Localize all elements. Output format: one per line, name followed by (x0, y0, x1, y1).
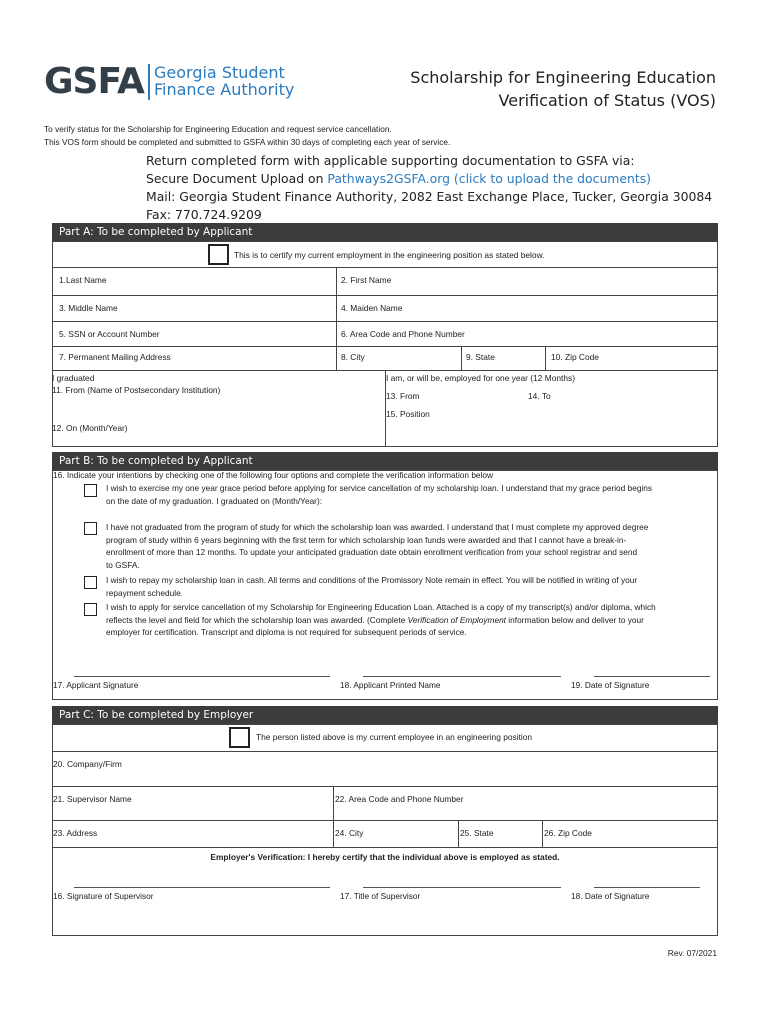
city-field[interactable]: 8. City (341, 352, 365, 362)
zip-field[interactable]: 10. Zip Code (551, 352, 599, 362)
option-line: to GSFA. (106, 560, 140, 571)
row-divider (52, 847, 718, 848)
form-title-line1: Scholarship for Engineering Education (410, 68, 716, 87)
option-grace-period-checkbox[interactable] (84, 484, 97, 497)
option-line: I wish to repay my scholarship loan in cash. All terms and conditions of the Promissory Note remain in effect. You will be notified in writing of your (106, 575, 638, 585)
col-divider (333, 786, 334, 847)
option-line: enrollment of more than 12 months. To update your anticipated graduation date obtain enrollment verification from your school registrar and send (106, 547, 638, 558)
option-line (106, 614, 720, 627)
row-divider (52, 295, 718, 296)
fax-line: Fax: 770.724.9209 (146, 207, 262, 222)
graduation-date-field[interactable]: 12. On (Month/Year) (52, 423, 128, 433)
part-b-header: Part B: To be completed by Applicant (52, 452, 718, 470)
option-line: employer for certification. Transcript and diploma is not required for subsequent periods of service. (106, 627, 467, 638)
gsfa-logo-name (154, 64, 294, 98)
gsfa-logo-mark: GSFA (44, 61, 144, 102)
col-divider (458, 820, 459, 847)
last-name-field[interactable]: 1.Last Name (59, 275, 107, 285)
state-field[interactable]: 9. State (466, 352, 495, 362)
middle-name-field[interactable]: 3. Middle Name (59, 303, 118, 313)
intro-text (44, 123, 450, 149)
upload-link[interactable]: Pathways2GSFA.org (click to upload the documents) (327, 171, 651, 186)
employer-city-field[interactable]: 24. City (335, 828, 364, 838)
company-field[interactable]: 20. Company/Firm (53, 759, 122, 769)
option-repay-cash-text (106, 574, 716, 599)
revision-date: Rev. 07/2021 (667, 948, 717, 958)
option-service-cancellation-text (106, 601, 720, 639)
col-divider (461, 346, 462, 370)
applicant-date-label: 19. Date of Signature (571, 680, 650, 690)
applicant-printed-name-label: 18. Applicant Printed Name (340, 680, 441, 690)
option-line: program of study within 6 years beginning with the first term for which scholarship loan funds were awarded and that I cannot have a break-in- (106, 534, 627, 545)
supervisor-name-field[interactable]: 21. Supervisor Name (53, 794, 132, 804)
part-a-header: Part A: To be completed by Applicant (52, 223, 718, 241)
upload-line (146, 170, 712, 188)
row-divider (52, 267, 718, 268)
employer-phone-field[interactable]: 22. Area Code and Phone Number (335, 794, 464, 804)
logo-divider (148, 64, 150, 100)
supervisor-title-line[interactable] (363, 886, 561, 888)
row-divider (52, 346, 718, 347)
applicant-signature-line[interactable] (74, 675, 330, 677)
part-c-header: Part C: To be completed by Employer (52, 706, 718, 724)
option-grace-period-text (106, 482, 716, 507)
option-not-graduated-checkbox[interactable] (84, 522, 97, 535)
ssn-field[interactable]: 5. SSN or Account Number (59, 329, 160, 339)
supervisor-signature-label: 16. Signature of Supervisor (53, 891, 154, 901)
mail-line: Mail: Georgia Student Finance Authority, 2082 East Exchange Place, Tucker, Georgia 30084 (146, 189, 713, 204)
employment-from-field[interactable]: 13. From (386, 391, 420, 401)
row-divider (52, 786, 718, 787)
first-name-field[interactable]: 2. First Name (341, 275, 392, 285)
employer-state-field[interactable]: 25. State (460, 828, 494, 838)
option-text: information below and deliver to your (506, 614, 644, 625)
intro-line2: This VOS form should be completed and submitted to GSFA within 30 days of completing each year of service. (44, 137, 451, 147)
option-line: I wish to exercise my one year grace period before applying for service cancellation of my scholarship loan. I understand that my grace period begins (106, 483, 653, 493)
maiden-name-field[interactable]: 4. Maiden Name (341, 303, 403, 313)
supervisor-signature-line[interactable] (74, 886, 330, 888)
institution-field[interactable]: 11. From (Name of Postsecondary Institution) (52, 385, 221, 395)
employment-to-field[interactable]: 14. To (528, 391, 551, 401)
supervisor-date-label: 18. Date of Signature (571, 891, 650, 901)
address-field[interactable]: 7. Permanent Mailing Address (59, 352, 171, 362)
certify-text: This is to certify my current employment in the engineering position as stated below. (234, 250, 545, 260)
applicant-signature-label: 17. Applicant Signature (53, 680, 139, 690)
intro-line1: To verify status for the Scholarship for Engineering Education and request service cancellation. (44, 124, 392, 134)
employer-verification-statement: Employer's Verification: I hereby certify that the individual above is employed as stated. (210, 852, 560, 862)
option-not-graduated-text (106, 521, 718, 572)
option-line: I have not graduated from the program of study for which the scholarship loan was awarded. I understand that I must complete my approved degree (106, 522, 649, 532)
col-divider (336, 267, 337, 370)
applicant-date-line[interactable] (594, 675, 710, 677)
supervisor-title-label: 17. Title of Supervisor (340, 891, 421, 901)
applicant-printed-name-line[interactable] (363, 675, 561, 677)
option-line: repayment schedule. (106, 587, 184, 598)
upload-prefix: Secure Document Upload on (146, 171, 328, 186)
form-title-line2: Verification of Status (VOS) (498, 91, 716, 110)
col-divider (542, 820, 543, 847)
employed-label: I am, or will be, employed for one year (12 Months) (386, 373, 575, 383)
part-c-box (52, 724, 718, 936)
row-divider (52, 820, 718, 821)
position-field[interactable]: 15. Position (386, 409, 430, 419)
logo-name-line1: Georgia Student (154, 63, 285, 82)
phone-field[interactable]: 6. Area Code and Phone Number (341, 329, 465, 339)
row-divider (52, 321, 718, 322)
logo-name-line2: Finance Authority (154, 80, 295, 99)
employer-zip-field[interactable]: 26. Zip Code (544, 828, 592, 838)
item-16-instructions: 16. Indicate your intentions by checking one of the following four options and complete the verification information below (53, 470, 493, 480)
current-employee-checkbox[interactable] (229, 727, 250, 748)
option-text: reflects the level and field for which the scholarship loan was awarded. (Complete (106, 614, 408, 625)
current-employee-text: The person listed above is my current employee in an engineering position (256, 732, 533, 742)
row-divider (52, 751, 718, 752)
return-line1: Return completed form with applicable supporting documentation to GSFA via: (146, 153, 635, 168)
col-divider (545, 346, 546, 370)
option-service-cancellation-checkbox[interactable] (84, 603, 97, 616)
supervisor-date-line[interactable] (594, 886, 700, 888)
certify-employment-checkbox[interactable] (208, 244, 229, 265)
option-text-emphasis: Verification of Employment (407, 614, 506, 625)
option-line: I wish to apply for service cancellation of my Scholarship for Engineering Education Loan. Attached is a copy of my transcript(s) and/or diploma, which (106, 602, 656, 612)
option-line: on the date of my graduation. I graduated on (Month/Year): (106, 495, 323, 506)
employer-address-field[interactable]: 23. Address (53, 828, 98, 838)
graduated-label: I graduated (52, 373, 95, 383)
form-title (410, 66, 716, 112)
option-repay-cash-checkbox[interactable] (84, 576, 97, 589)
return-instructions (146, 152, 712, 224)
